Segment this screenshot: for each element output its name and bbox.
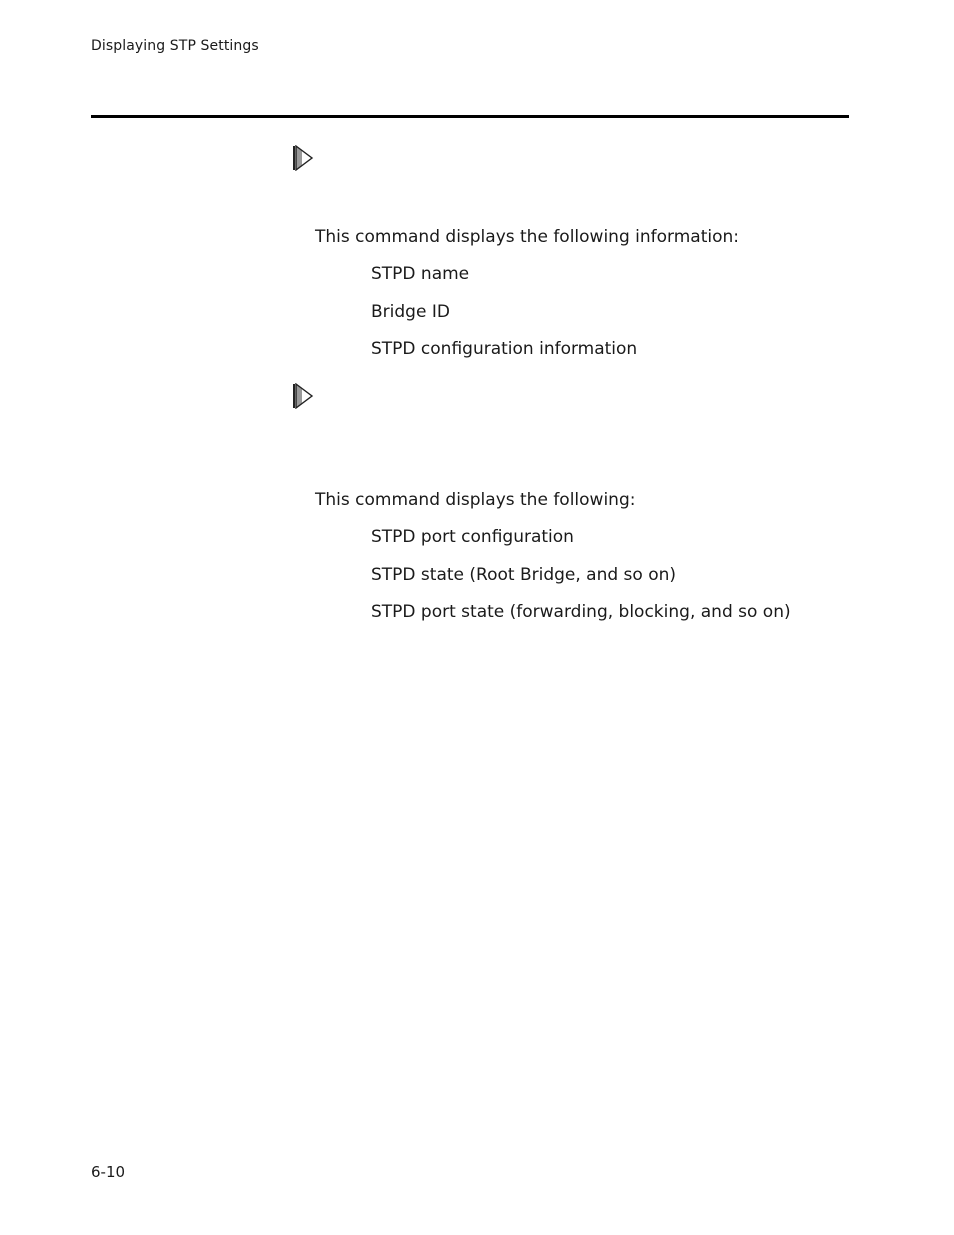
procedure-arrow-icon xyxy=(292,383,314,409)
section-1-item: STPD name xyxy=(371,264,470,284)
running-header: Displaying STP Settings xyxy=(91,38,259,54)
section-2-item: STPD port state (forwarding, blocking, and so on) xyxy=(371,602,791,622)
section-2-item: STPD state (Root Bridge, and so on) xyxy=(371,565,677,585)
section-2-item: STPD port configuration xyxy=(371,527,574,547)
section-1-intro: This command displays the following information: xyxy=(315,227,739,247)
section-1-item: STPD configuration information xyxy=(371,339,638,359)
section-1-item: Bridge ID xyxy=(371,302,450,322)
header-rule xyxy=(91,115,849,118)
page-number: 6-10 xyxy=(91,1163,126,1181)
procedure-arrow-icon xyxy=(292,145,314,171)
section-2-intro: This command displays the following: xyxy=(315,490,636,510)
